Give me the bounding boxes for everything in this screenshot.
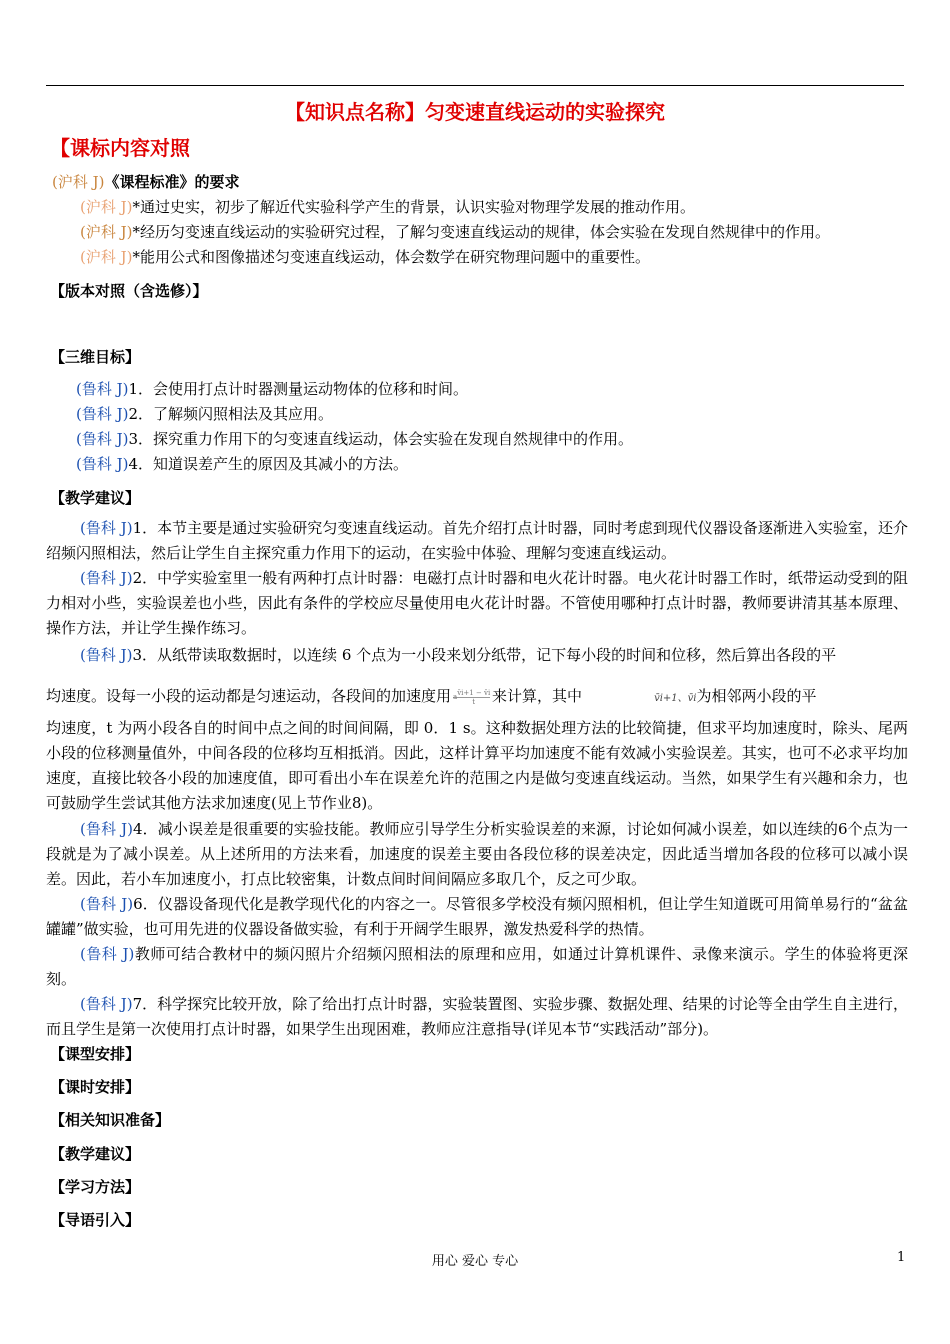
section-heading: 【导语引入】 bbox=[50, 1211, 141, 1229]
source-tag: (鲁科 J) bbox=[76, 405, 129, 423]
source-tag: (沪科 J) bbox=[80, 198, 133, 216]
goal-text: 3．探究重力作用下的匀变速直线运动，体会实验在发现自然规律中的作用。 bbox=[128, 430, 634, 448]
goal-item bbox=[76, 429, 633, 449]
paragraph-text: 7．科学探究比较开放，除了给出打点计时器，实验装置图、实验步骤、数据处理、结果的讨论等全由学生自主进行，而且学生是第一次使用打点计时器，如果学生出现困难，教师应注意指导(详见本节“实践活动”部分)。 bbox=[46, 995, 908, 1038]
teaching-paragraph bbox=[46, 892, 908, 942]
section-heading: 【课时安排】 bbox=[50, 1078, 141, 1096]
paragraph-text: 3．从纸带读取数据时，以连续 6 个点为一小段来划分纸带，记下每小段的时间和位移，然后算出各段的平 bbox=[132, 646, 837, 664]
formula-denominator: t bbox=[472, 697, 476, 706]
goal-item bbox=[76, 379, 468, 399]
teaching-paragraph bbox=[46, 516, 908, 566]
goals-heading: 【三维目标】 bbox=[50, 348, 141, 366]
paragraph-text: 4．减小误差是很重要的实验技能。教师应引导学生分析实验误差的来源，讨论如何减小误差，如以连续的6个点为一段就是为了减小误差。从上述所用的方法来看，加速度的误差主要由各段位移的误差决定，因此适当增加各段的位移可以减小误差。因此，若小车加速度小，打点比较密集，计数点间时间间隔应多取几个，反之可少取。 bbox=[46, 820, 908, 888]
standard-item bbox=[80, 197, 695, 217]
page-title: 【知识点名称】匀变速直线运动的实验探究 bbox=[285, 100, 665, 124]
source-tag: (鲁科 J) bbox=[80, 569, 133, 587]
standard-item-text: *通过史实，初步了解近代实验科学产生的背景，认识实验对物理学发展的推动作用。 bbox=[132, 198, 696, 216]
source-tag: (鲁科 J) bbox=[80, 895, 134, 913]
page-number: 1 bbox=[897, 1250, 906, 1265]
footer-text: 用心 爱心 专心 bbox=[431, 1254, 519, 1269]
teaching-paragraph bbox=[46, 817, 908, 892]
teaching-heading: 【教学建议】 bbox=[50, 489, 141, 507]
goal-text: 4．知道误差产生的原因及其减小的方法。 bbox=[128, 455, 409, 473]
source-tag: (鲁科 J) bbox=[80, 646, 133, 664]
teaching-p3-rest bbox=[46, 716, 908, 816]
source-tag: (沪科 J) bbox=[80, 248, 133, 266]
header-rule bbox=[46, 85, 904, 86]
source-tag: (鲁科 J) bbox=[76, 380, 129, 398]
goal-text: 1．会使用打点计时器测量运动物体的位移和时间。 bbox=[128, 380, 469, 398]
source-tag: (鲁科 J) bbox=[80, 519, 133, 537]
section-heading: 【教学建议】 bbox=[50, 1145, 141, 1163]
section-heading: 【课型安排】 bbox=[50, 1045, 141, 1063]
teaching-paragraph bbox=[46, 992, 908, 1042]
source-tag: (鲁科 J) bbox=[76, 455, 129, 473]
source-tag: (沪科 J) bbox=[52, 173, 105, 191]
teaching-p3-line2 bbox=[46, 686, 817, 709]
teaching-p3-line1 bbox=[80, 645, 836, 665]
standard-item bbox=[80, 222, 830, 242]
section-heading-standard: 【课标内容对照 bbox=[50, 136, 190, 160]
paragraph-text: 为相邻两小段的平 bbox=[696, 687, 817, 705]
paragraph-text: 6．仪器设备现代化是教学现代化的内容之一。尽管很多学校没有频闪照相机，但让学生知道既可用简单易行的“盆盆罐罐”做实验，也可用先进的仪器设备做实验，有利于开阔学生眼界，激发热爱科学的热情。 bbox=[46, 895, 908, 938]
paragraph-text: 1．本节主要是通过实验研究匀变速直线运动。首先介绍打点计时器，同时考虑到现代仪器设备逐渐进入实验室，还介绍频闪照相法，然后让学生自主探究重力作用下的运动，在实验中体验、理解匀变速直线运动。 bbox=[46, 519, 908, 562]
goal-item bbox=[76, 404, 333, 424]
velocity-symbols: v̄i+1、v̄i bbox=[654, 693, 697, 704]
section-heading: 【学习方法】 bbox=[50, 1178, 141, 1196]
source-tag: (鲁科 J) bbox=[80, 820, 133, 838]
section-heading: 【相关知识准备】 bbox=[50, 1111, 171, 1129]
formula-numerator: v̄i+1 − v̄i bbox=[453, 689, 490, 698]
standard-heading: 《课程标准》的要求 bbox=[104, 173, 240, 191]
teaching-paragraph bbox=[46, 566, 908, 641]
source-tag: (鲁科 J) bbox=[80, 995, 133, 1013]
paragraph-text: 均速度，t 为两小段各自的时间中点之间的时间间隔，即 0．1 s。这种数据处理方法的比较简捷，但求平均加速度时，除头、尾两小段的位移测量值外，中间各段的位移均互相抵消。因此，这样计算平均加速度不能有效减小实验误差。其实，也可不必求平均加速度，直接比较各小段的加速度值，即可看出小车在误差允许的范围之内是做匀变速直线运动。当然，如果学生有兴趣和余力，也可鼓励学生尝试其他方法求加速度(见上节作业8)。 bbox=[46, 719, 908, 812]
paragraph-text: 均速度。设每一小段的运动都是匀速运动，各段间的加速度用 bbox=[46, 687, 452, 705]
teaching-paragraph bbox=[46, 942, 908, 992]
source-tag: (鲁科 J) bbox=[76, 430, 129, 448]
paragraph-text: 来计算，其中 bbox=[492, 687, 583, 705]
version-heading: 【版本对照（含选修）】 bbox=[50, 282, 208, 300]
goal-item bbox=[76, 454, 408, 474]
goal-text: 2．了解频闪照相法及其应用。 bbox=[128, 405, 334, 423]
standard-heading-line bbox=[52, 172, 240, 192]
paragraph-text: 2．中学实验室里一般有两种打点计时器：电磁打点计时器和电火花计时器。电火花计时器工作时，纸带运动受到的阻力相对小些，实验误差也小些，因此有条件的学校应尽量使用电火花计时器。不管使用哪种打点计时器，教师要讲清其基本原理、操作方法，并让学生操作练习。 bbox=[46, 569, 908, 637]
paragraph-text: 教师可结合教材中的频闪照片介绍频闪照相法的原理和应用，如通过计算机课件、录像来演示。学生的体验将更深刻。 bbox=[46, 945, 908, 988]
standard-item-text: *经历匀变速直线运动的实验研究过程，了解匀变速直线运动的规律，体会实验在发现自然规律中的作用。 bbox=[132, 223, 831, 241]
standard-item bbox=[80, 247, 650, 267]
standard-item-text: *能用公式和图像描述匀变速直线运动，体会数学在研究物理问题中的重要性。 bbox=[132, 248, 651, 266]
source-tag: (沪科 J) bbox=[80, 223, 133, 241]
formula-lhs: a bbox=[453, 692, 458, 701]
source-tag: (鲁科 J) bbox=[80, 945, 135, 963]
acceleration-formula bbox=[453, 689, 490, 706]
